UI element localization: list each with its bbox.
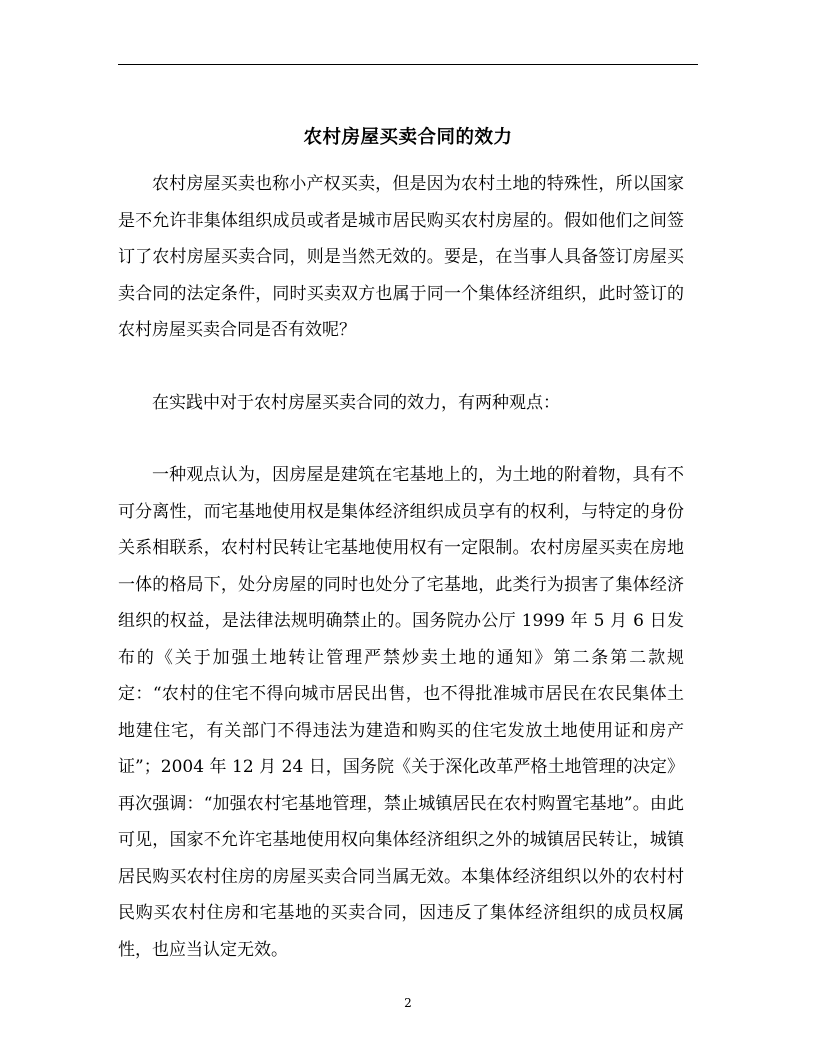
page-title: 农村房屋买卖合同的效力 (303, 127, 513, 148)
document-body (118, 166, 684, 968)
paragraph-first-view: 一种观点认为，因房屋是建筑在宅基地上的，为土地的附着物，具有不可分离性，而宅基地使用权是集体经济组织成员享有的权利，与特定的身份关系相联系，农村村民转让宅基地使用权有一定限制。农村房屋买卖在房地一体的格局下，处分房屋的同时也处分了宅基地，此类行为损害了集体经济组织的权益，是法律法规明确禁止的。国务院办公厅 1999 年 5 月 6 日发布的《关于加强土地转让管理严禁炒卖土地的通知》第二条第二款规定：“农村的住宅不得向城市居民出售，也不得批准城市居民在农民集体土地建住宅，有关部门不得违法为建造和购买的住宅发放土地使用证和房产证”；2004 年 12 月 24 日，国务院《关于深化改革严格土地管理的决定》再次强调：“加强农村宅基地管理，禁止城镇居民在农村购置宅基地”。由此可见，国家不允许宅基地使用权向集体经济组织之外的城镇居民转让，城镇居民购买农村住房的房屋买卖合同当属无效。本集体经济组织以外的农村村民购买农村住房和宅基地的买卖合同，因违反了集体经济组织的成员权属性，也应当认定无效。 (118, 465, 684, 960)
paragraph-intro: 农村房屋买卖也称小产权买卖，但是因为农村土地的特殊性，所以国家是不允许非集体组织成员或者是城市居民购买农村房屋的。假如他们之间签订了农村房屋买卖合同，则是当然无效的。要是，在当事人具备签订房屋买卖合同的法定条件，同时买卖双方也属于同一个集体经济组织，此时签订的农村房屋买卖合同是否有效呢？ (118, 174, 684, 340)
page-number: 2 (404, 996, 412, 1010)
paragraph-views-intro: 在实践中对于农村房屋买卖合同的效力，有两种观点： (152, 392, 560, 413)
header-rule (118, 64, 698, 65)
